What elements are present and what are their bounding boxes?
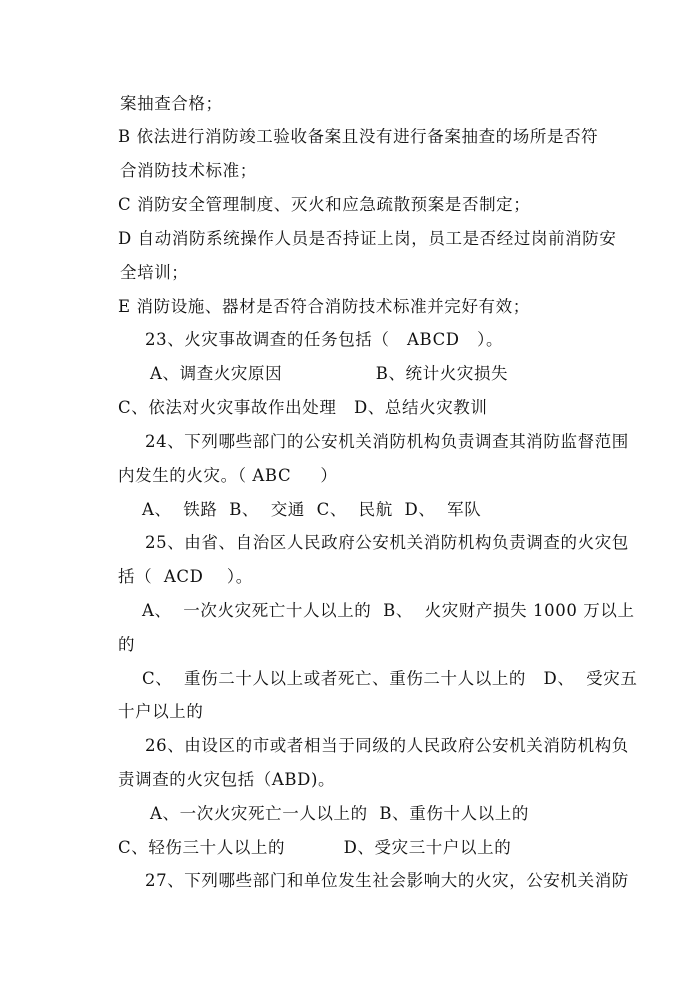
text-line: A、 铁路 B、 交通 C、 民航 D、 军队 [142, 500, 482, 519]
text-line: D 自动消防系统操作人员是否持证上岗，员工是否经过岗前消防安 [118, 229, 617, 248]
text-line: 括（ ACD ）。 [118, 567, 253, 586]
text-line: A、调查火灾原因 B、统计火灾损失 [150, 364, 509, 383]
text-line: 案抽查合格； [120, 94, 223, 113]
text-line: C、轻伤三十人以上的 D、受灾三十户以上的 [118, 838, 512, 857]
text-line: 合消防技术标准； [120, 161, 257, 180]
text-line: 十户以上的 [118, 702, 204, 721]
text-line: B 依法进行消防竣工验收备案且没有进行备案抽查的场所是否符 [118, 127, 599, 146]
text-line: 26、由设区的市或者相当于同级的人民政府公安机关消防机构负 [145, 736, 629, 755]
text-line: 25、由省、自治区人民政府公安机关消防机构负责调查的火灾包 [145, 533, 629, 552]
text-line: 27、下列哪些部门和单位发生社会影响大的火灾，公安机关消防 [145, 871, 629, 890]
text-line: 23、火灾事故调查的任务包括（ ABCD ）。 [145, 330, 504, 349]
text-line: 的 [118, 635, 136, 654]
text-line: 责调查的火灾包括（ABD)。 [118, 770, 336, 789]
text-line: C、依法对火灾事故作出处理 D、总结火灾教训 [118, 398, 488, 417]
text-line: E 消防设施、器材是否符合消防技术标准并完好有效； [118, 297, 530, 316]
text-line: C 消防安全管理制度、灭火和应急疏散预案是否制定； [118, 195, 531, 214]
text-line: 全培训； [120, 263, 189, 282]
text-line: A、一次火灾死亡一人以上的 B、重伤十人以上的 [150, 804, 529, 823]
text-line: C、 重伤二十人以上或者死亡、重伤二十人以上的 D、 受灾五 [142, 669, 638, 688]
text-line: A、 一次火灾死亡十人以上的 B、 火灾财产损失 1000 万以上 [142, 601, 635, 620]
text-line: 内发生的火灾。（ ABC ） [118, 466, 338, 485]
text-line: 24、下列哪些部门的公安机关消防机构负责调查其消防监督范围 [145, 432, 629, 451]
